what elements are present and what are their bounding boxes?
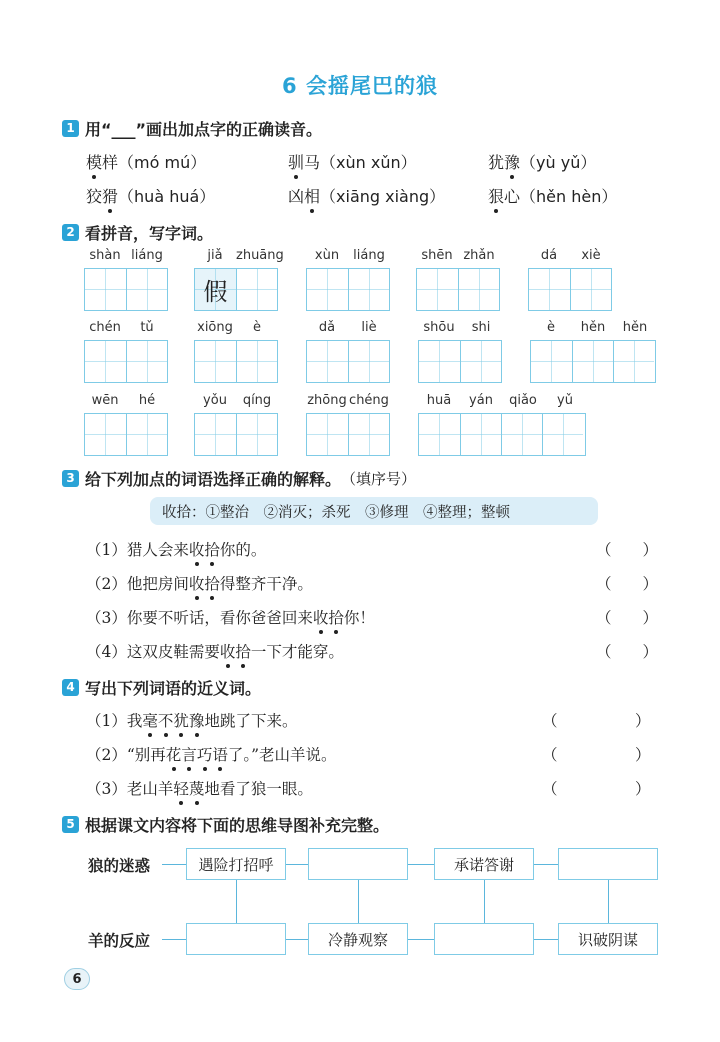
pinyin-syllable: qíng: [242, 393, 272, 408]
pinyin-row: [306, 320, 390, 338]
writing-group: [418, 393, 586, 456]
pinyin-item: 狡猾（huà huá）: [86, 184, 215, 207]
question-note: （填序号）: [341, 470, 417, 488]
answer-blank[interactable]: （ ）: [542, 780, 651, 798]
writing-cell[interactable]: [529, 269, 570, 310]
writing-cell[interactable]: [195, 414, 236, 455]
writing-grid: [530, 340, 656, 383]
question-number: 1: [62, 120, 79, 137]
writing-group: [530, 320, 656, 383]
writing-cell[interactable]: [85, 414, 126, 455]
writing-grid: [84, 413, 168, 456]
pinyin-item: 驯马（xùn xǔn）: [288, 150, 417, 173]
pinyin-syllable: xùn: [314, 248, 340, 263]
mindmap-box[interactable]: [186, 923, 286, 955]
pinyin-row: [84, 320, 168, 338]
writing-grid: [416, 268, 500, 311]
mindmap-box[interactable]: 冷静观察: [308, 923, 408, 955]
writing-cell[interactable]: [195, 269, 236, 310]
emphasis-char: 巧: [197, 743, 213, 765]
sentence: （3）老山羊轻蔑地看了狼一眼。: [86, 777, 313, 799]
mindmap-box[interactable]: [308, 848, 408, 880]
writing-cell[interactable]: [348, 414, 389, 455]
dotted-word: [173, 780, 204, 798]
writing-grid: [306, 268, 390, 311]
answer-blank[interactable]: （ ）: [596, 643, 659, 661]
mindmap-box[interactable]: [434, 923, 534, 955]
question-4-heading: [62, 676, 261, 699]
writing-grid: [418, 413, 586, 456]
emphasis-char: 花: [166, 743, 182, 765]
writing-group: [306, 320, 390, 383]
page-number: 6: [64, 968, 90, 990]
writing-cell[interactable]: [307, 414, 348, 455]
sentence: （1）猎人会来收拾你的。: [86, 538, 266, 560]
writing-group: [306, 248, 390, 311]
sentence: （2）“别再花言巧语了。”老山羊说。: [86, 743, 337, 765]
writing-group: [84, 393, 168, 456]
question-number: 5: [62, 816, 79, 833]
pinyin-syllable: hé: [138, 393, 156, 408]
pinyin-syllable: dǎ: [318, 320, 336, 335]
mindmap-row-label-wolf: 狼的迷惑: [88, 857, 151, 875]
writing-cell[interactable]: [126, 269, 167, 310]
writing-grid: [84, 268, 168, 311]
mindmap-connector: [608, 880, 609, 923]
sentence: （3）你要不听话，看你爸爸回来收拾你！: [86, 606, 375, 628]
writing-cell[interactable]: [419, 414, 460, 455]
pinyin-row: [528, 248, 612, 266]
pinyin-syllable: shēn: [421, 248, 453, 263]
writing-cell[interactable]: [458, 269, 499, 310]
dotted-word: [313, 609, 344, 627]
pinyin-item: 凶相（xiāng xiàng）: [288, 184, 445, 207]
writing-cell[interactable]: [542, 414, 583, 455]
pinyin-item: 模样（mó mú）: [86, 150, 206, 173]
mindmap-box[interactable]: 遇险打招呼: [186, 848, 286, 880]
question-text: 给下列加点的词语选择正确的解释。: [85, 470, 342, 489]
writing-group: [194, 320, 278, 383]
pinyin-syllable: zhōng: [307, 393, 347, 408]
question-2-heading: [62, 221, 213, 244]
emphasis-char: 轻: [173, 777, 189, 799]
answer-blank[interactable]: （ ）: [596, 541, 659, 559]
question-1-heading: [62, 117, 322, 140]
writing-cell[interactable]: [460, 414, 501, 455]
pinyin-syllable: zhuāng: [236, 248, 284, 263]
question-text: 看拼音，写字词。: [85, 224, 214, 243]
pinyin-syllable: jiǎ: [207, 248, 223, 263]
pinyin-row: [418, 320, 502, 338]
question-3-heading: [62, 467, 416, 490]
mindmap-box[interactable]: 识破阴谋: [558, 923, 658, 955]
writing-cell[interactable]: [236, 414, 277, 455]
question-text: 用“___”画出加点字的正确读音。: [85, 120, 323, 139]
writing-grid: [194, 413, 278, 456]
pinyin-row: [84, 248, 168, 266]
writing-cell[interactable]: [570, 269, 611, 310]
answer-blank[interactable]: （ ）: [596, 575, 659, 593]
writing-cell[interactable]: [85, 341, 126, 382]
emphasis-char: 收: [189, 572, 205, 594]
writing-cell[interactable]: [419, 341, 460, 382]
writing-cell[interactable]: [236, 269, 277, 310]
dotted-word: [189, 575, 220, 593]
page-title: 6 会摇尾巴的狼: [282, 74, 438, 98]
pinyin-row: [416, 248, 500, 266]
writing-cell[interactable]: [348, 269, 389, 310]
question-number: 2: [62, 224, 79, 241]
pinyin-syllable: shi: [471, 320, 491, 335]
pinyin-syllable: yán: [469, 393, 493, 408]
emphasis-char: 拾: [204, 572, 220, 594]
writing-cell[interactable]: [126, 414, 167, 455]
writing-cell[interactable]: [572, 341, 613, 382]
question-text: 根据课文内容将下面的思维导图补充完整。: [85, 816, 390, 835]
pinyin-syllable: yǒu: [203, 393, 227, 408]
emphasis-char: 豫: [189, 709, 205, 731]
mindmap-row-label-sheep: 羊的反应: [88, 932, 151, 950]
dotted-word: [220, 643, 251, 661]
sentence: （4）这双皮鞋需要收拾一下才能穿。: [86, 640, 344, 662]
writing-grid: [84, 340, 168, 383]
dotted-word: [189, 541, 220, 559]
pinyin-syllable: hěn: [622, 320, 648, 335]
mindmap-connector: [236, 880, 237, 923]
mindmap-box[interactable]: [558, 848, 658, 880]
pinyin-syllable: huā: [426, 393, 452, 408]
emphasis-char: 收: [189, 538, 205, 560]
pinyin-syllable: shàn: [89, 248, 121, 263]
pinyin-syllable: qiǎo: [509, 393, 537, 408]
writing-grid: [418, 340, 502, 383]
writing-cell[interactable]: [501, 414, 542, 455]
pinyin-syllable: è: [547, 320, 555, 335]
writing-grid: [306, 413, 390, 456]
writing-group: [84, 320, 168, 383]
writing-group: [194, 393, 278, 456]
writing-cell[interactable]: [126, 341, 167, 382]
writing-group: [84, 248, 168, 311]
question-number: 3: [62, 470, 79, 487]
question-5-heading: [62, 813, 389, 836]
pinyin-row: [306, 248, 390, 266]
writing-group: [194, 248, 284, 311]
writing-cell[interactable]: [236, 341, 277, 382]
pinyin-row: [194, 393, 278, 411]
emphasis-char: 毫: [142, 709, 158, 731]
writing-cell[interactable]: [348, 341, 389, 382]
dotted-word: [142, 712, 204, 730]
writing-group: [416, 248, 500, 311]
mindmap-connector: [358, 880, 359, 923]
writing-cell[interactable]: [531, 341, 572, 382]
emphasis-char: 不: [158, 709, 174, 731]
writing-cell[interactable]: [85, 269, 126, 310]
answer-blank[interactable]: （ ）: [542, 746, 651, 764]
pinyin-row: [194, 248, 284, 266]
pinyin-row: [84, 393, 168, 411]
writing-cell[interactable]: [460, 341, 501, 382]
emphasis-char: 蔑: [189, 777, 205, 799]
pinyin-syllable: chéng: [349, 393, 389, 408]
pinyin-syllable: wēn: [91, 393, 119, 408]
mindmap-box[interactable]: 承诺答谢: [434, 848, 534, 880]
writing-grid: [194, 340, 278, 383]
pinyin-item: 狠心（hěn hèn）: [488, 184, 617, 207]
pinyin-row: [530, 320, 656, 338]
emphasis-char: 拾: [204, 538, 220, 560]
mindmap-connector: [484, 880, 485, 923]
sentence: （1）我毫不犹豫地跳了下来。: [86, 709, 297, 731]
emphasis-char: 犹: [173, 709, 189, 731]
pinyin-syllable: liáng: [131, 248, 163, 263]
writing-cell[interactable]: [195, 341, 236, 382]
pinyin-syllable: xiè: [581, 248, 601, 263]
pinyin-syllable: liáng: [353, 248, 385, 263]
sentence: （2）他把房间收拾得整齐干净。: [86, 572, 313, 594]
writing-group: [418, 320, 502, 383]
writing-cell[interactable]: [613, 341, 654, 382]
writing-cell[interactable]: [417, 269, 458, 310]
writing-grid: [528, 268, 612, 311]
question-number: 4: [62, 679, 79, 696]
pinyin-syllable: è: [253, 320, 261, 335]
pinyin-syllable: xiōng: [197, 320, 233, 335]
emphasis-char: 言: [181, 743, 197, 765]
emphasis-char: 拾: [328, 606, 344, 628]
emphasis-char: 收: [220, 640, 236, 662]
writing-grid: [194, 268, 278, 311]
pinyin-syllable: dá: [540, 248, 558, 263]
writing-grid: [306, 340, 390, 383]
question-text: 写出下列词语的近义词。: [85, 679, 262, 698]
writing-cell[interactable]: [307, 269, 348, 310]
pinyin-syllable: yǔ: [557, 393, 573, 408]
pinyin-syllable: tǔ: [140, 320, 154, 335]
pinyin-syllable: hěn: [580, 320, 606, 335]
pinyin-syllable: shōu: [423, 320, 455, 335]
answer-blank[interactable]: （ ）: [542, 712, 651, 730]
pinyin-syllable: chén: [89, 320, 121, 335]
definition-box: 收拾：①整治 ②消灭；杀死 ③修理 ④整理；整顿: [150, 497, 598, 525]
pinyin-row: [194, 320, 278, 338]
pinyin-row: [306, 393, 390, 411]
writing-cell[interactable]: [307, 341, 348, 382]
emphasis-char: 拾: [235, 640, 251, 662]
answer-blank[interactable]: （ ）: [596, 609, 659, 627]
writing-group: [528, 248, 612, 311]
dotted-word: [166, 746, 228, 764]
emphasis-char: 收: [313, 606, 329, 628]
pinyin-item: 犹豫（yù yǔ）: [488, 150, 596, 173]
pinyin-row: [418, 393, 586, 411]
emphasis-char: 语: [212, 743, 228, 765]
example-character: 假: [203, 278, 228, 306]
writing-group: [306, 393, 390, 456]
pinyin-syllable: zhǎn: [463, 248, 495, 263]
pinyin-syllable: liè: [361, 320, 377, 335]
